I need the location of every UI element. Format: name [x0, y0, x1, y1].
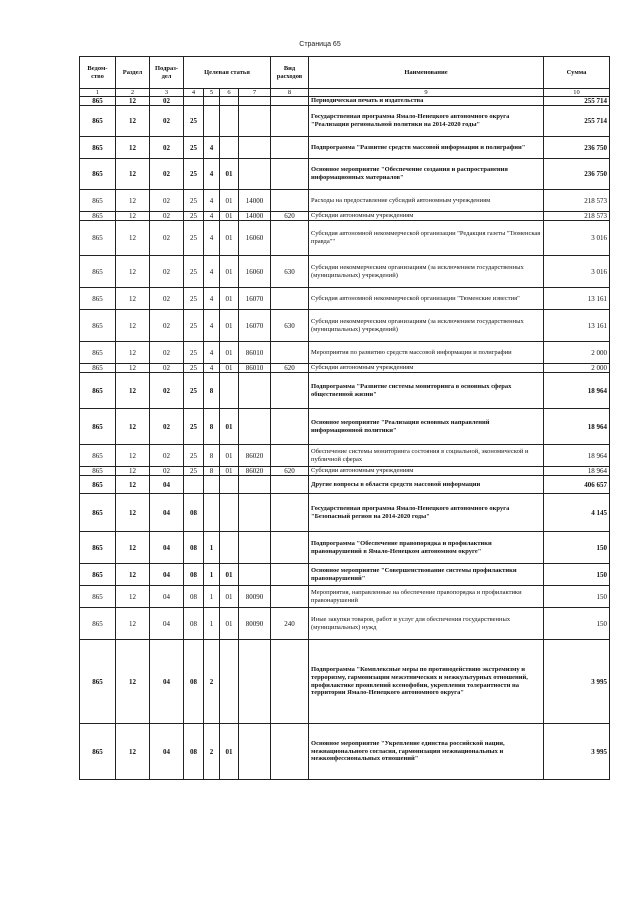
cell-target-event: [220, 97, 239, 106]
cell-podrazdel: 04: [150, 724, 184, 780]
cell-target-program: 25: [184, 137, 204, 159]
cell-podrazdel: 02: [150, 159, 184, 190]
cell-razdel: 12: [116, 373, 150, 409]
cell-summa: 18 964: [544, 467, 610, 476]
cell-target-program: 25: [184, 190, 204, 212]
cell-vedomstvo: 865: [80, 212, 116, 221]
column-number: 9: [309, 89, 544, 97]
cell-razdel: 12: [116, 212, 150, 221]
cell-target-subprogram: 8: [204, 445, 220, 467]
cell-vedomstvo: 865: [80, 467, 116, 476]
cell-vid-raskhodov: [271, 221, 309, 256]
cell-naimenovanie: Расходы на предоставление субсидий автономным учреждениям: [309, 190, 544, 212]
cell-razdel: 12: [116, 310, 150, 342]
cell-razdel: 12: [116, 445, 150, 467]
cell-target-direction: 16070: [239, 310, 271, 342]
cell-target-program: [184, 476, 204, 494]
cell-target-direction: 16070: [239, 288, 271, 310]
cell-target-direction: [239, 564, 271, 586]
cell-razdel: 12: [116, 608, 150, 640]
cell-target-subprogram: 4: [204, 310, 220, 342]
cell-target-direction: [239, 137, 271, 159]
cell-vedomstvo: 865: [80, 256, 116, 288]
cell-target-event: 01: [220, 467, 239, 476]
cell-target-direction: 80090: [239, 608, 271, 640]
cell-podrazdel: 04: [150, 532, 184, 564]
cell-vedomstvo: 865: [80, 640, 116, 724]
cell-razdel: 12: [116, 564, 150, 586]
cell-target-program: 25: [184, 467, 204, 476]
cell-naimenovanie: Обеспечение системы мониторинга состояния в социальной, экономической и публичной сферах: [309, 445, 544, 467]
table-row: [80, 640, 610, 724]
cell-target-program: [184, 97, 204, 106]
cell-summa: 2 000: [544, 364, 610, 373]
column-number: 7: [239, 89, 271, 97]
cell-target-event: 01: [220, 445, 239, 467]
column-number: 2: [116, 89, 150, 97]
cell-razdel: 12: [116, 190, 150, 212]
cell-summa: 3 016: [544, 256, 610, 288]
cell-vedomstvo: 865: [80, 373, 116, 409]
cell-naimenovanie: Основное мероприятие "Совершенствование системы профилактики правонарушений": [309, 564, 544, 586]
cell-naimenovanie: Мероприятия по развитию средств массовой информации и полиграфии: [309, 342, 544, 364]
cell-naimenovanie: Субсидии некоммерческим организациям (за исключением государственных (муниципальных) учреждений): [309, 310, 544, 342]
cell-target-direction: [239, 476, 271, 494]
cell-vid-raskhodov: [271, 373, 309, 409]
table-row: [80, 373, 610, 409]
column-number: 10: [544, 89, 610, 97]
cell-razdel: 12: [116, 364, 150, 373]
cell-summa: 3 016: [544, 221, 610, 256]
cell-vid-raskhodov: [271, 409, 309, 445]
cell-summa: 150: [544, 532, 610, 564]
cell-summa: 236 750: [544, 159, 610, 190]
cell-target-subprogram: 4: [204, 190, 220, 212]
cell-podrazdel: 04: [150, 586, 184, 608]
cell-target-subprogram: 4: [204, 137, 220, 159]
cell-vid-raskhodov: 240: [271, 608, 309, 640]
cell-summa: 18 964: [544, 373, 610, 409]
cell-podrazdel: 02: [150, 364, 184, 373]
cell-target-direction: 86010: [239, 342, 271, 364]
cell-naimenovanie: Субсидия автономной некоммерческой организации "Редакция газеты "Тюменская правда"": [309, 221, 544, 256]
cell-podrazdel: 04: [150, 608, 184, 640]
cell-target-direction: 16060: [239, 256, 271, 288]
cell-vedomstvo: 865: [80, 724, 116, 780]
cell-naimenovanie: Мероприятия, направленные на обеспечение правопорядка и профилактики правонарушений: [309, 586, 544, 608]
cell-target-program: 08: [184, 586, 204, 608]
cell-vedomstvo: 865: [80, 159, 116, 190]
cell-naimenovanie: Субсидии некоммерческим организациям (за исключением государственных (муниципальных) учреждений): [309, 256, 544, 288]
cell-vid-raskhodov: [271, 137, 309, 159]
cell-target-event: 01: [220, 586, 239, 608]
cell-vid-raskhodov: 620: [271, 212, 309, 221]
cell-naimenovanie: Подпрограмма "Обеспечение правопорядка и профилактики правонарушений в Ямало-Ненецком автономном округе": [309, 532, 544, 564]
cell-naimenovanie: Государственная программа Ямало-Ненецкого автономного округа "Реализация региональной политики на 2014-2020 годы": [309, 106, 544, 137]
cell-summa: 18 964: [544, 409, 610, 445]
cell-razdel: 12: [116, 494, 150, 532]
cell-podrazdel: 02: [150, 288, 184, 310]
cell-summa: 150: [544, 586, 610, 608]
header-celevaya-statya: Целевая статья: [184, 57, 271, 89]
cell-target-event: 01: [220, 288, 239, 310]
table-row: [80, 342, 610, 364]
cell-target-event: 01: [220, 159, 239, 190]
cell-podrazdel: 02: [150, 106, 184, 137]
cell-target-event: [220, 494, 239, 532]
cell-podrazdel: 02: [150, 97, 184, 106]
cell-naimenovanie: Подпрограмма "Развитие системы мониторинга в основных сферах общественной жизни": [309, 373, 544, 409]
cell-target-event: 01: [220, 310, 239, 342]
cell-vedomstvo: 865: [80, 106, 116, 137]
cell-naimenovanie: Субсидия автономной некоммерческой организации "Тюменские известия": [309, 288, 544, 310]
header-razdel: Раздел: [116, 57, 150, 89]
cell-target-event: 01: [220, 212, 239, 221]
table-row: [80, 467, 610, 476]
column-number: 6: [220, 89, 239, 97]
cell-target-program: 08: [184, 608, 204, 640]
cell-target-subprogram: 1: [204, 564, 220, 586]
column-number: 1: [80, 89, 116, 97]
cell-razdel: 12: [116, 467, 150, 476]
cell-vedomstvo: 865: [80, 342, 116, 364]
cell-target-event: [220, 532, 239, 564]
cell-target-direction: [239, 97, 271, 106]
cell-target-subprogram: 4: [204, 364, 220, 373]
cell-vedomstvo: 865: [80, 494, 116, 532]
cell-razdel: 12: [116, 724, 150, 780]
cell-target-direction: 86020: [239, 467, 271, 476]
table-row: [80, 97, 610, 106]
cell-target-program: 25: [184, 364, 204, 373]
cell-vid-raskhodov: [271, 106, 309, 137]
cell-vedomstvo: 865: [80, 137, 116, 159]
table-row: [80, 586, 610, 608]
cell-naimenovanie: Основное мероприятие "Обеспечение создания и распространения информационных материалов": [309, 159, 544, 190]
cell-target-event: [220, 476, 239, 494]
cell-target-program: 25: [184, 409, 204, 445]
cell-vedomstvo: 865: [80, 364, 116, 373]
cell-razdel: 12: [116, 476, 150, 494]
cell-target-direction: 14000: [239, 190, 271, 212]
cell-vid-raskhodov: [271, 97, 309, 106]
cell-vedomstvo: 865: [80, 97, 116, 106]
table-row: [80, 532, 610, 564]
table-row: [80, 724, 610, 780]
table-body: [80, 97, 610, 780]
cell-vid-raskhodov: [271, 586, 309, 608]
table-row: [80, 159, 610, 190]
cell-target-subprogram: 4: [204, 288, 220, 310]
cell-target-subprogram: 8: [204, 373, 220, 409]
header-summa: Сумма: [544, 57, 610, 89]
cell-razdel: 12: [116, 97, 150, 106]
cell-vedomstvo: 865: [80, 310, 116, 342]
cell-summa: 4 145: [544, 494, 610, 532]
cell-target-program: 25: [184, 373, 204, 409]
table-row: [80, 494, 610, 532]
cell-podrazdel: 02: [150, 137, 184, 159]
cell-summa: 406 657: [544, 476, 610, 494]
table-row: [80, 310, 610, 342]
cell-vid-raskhodov: 630: [271, 256, 309, 288]
cell-podrazdel: 02: [150, 409, 184, 445]
cell-summa: 18 964: [544, 445, 610, 467]
cell-target-direction: [239, 724, 271, 780]
table-row: [80, 256, 610, 288]
cell-vid-raskhodov: [271, 640, 309, 724]
cell-target-subprogram: 8: [204, 467, 220, 476]
cell-target-subprogram: 2: [204, 724, 220, 780]
cell-summa: 13 161: [544, 310, 610, 342]
cell-naimenovanie: Государственная программа Ямало-Ненецкого автономного округа "Безопасный регион на 2014-2020 годы": [309, 494, 544, 532]
header-vedomstvo: Ведом-ство: [80, 57, 116, 89]
cell-target-program: 25: [184, 159, 204, 190]
cell-target-event: 01: [220, 409, 239, 445]
table-row: [80, 106, 610, 137]
cell-razdel: 12: [116, 586, 150, 608]
cell-target-subprogram: 4: [204, 256, 220, 288]
cell-target-program: 08: [184, 494, 204, 532]
column-number: 3: [150, 89, 184, 97]
cell-naimenovanie: Другие вопросы в области средств массовой информации: [309, 476, 544, 494]
cell-target-direction: 80090: [239, 586, 271, 608]
cell-target-event: [220, 106, 239, 137]
table-row: [80, 212, 610, 221]
table-row: [80, 190, 610, 212]
cell-target-event: [220, 137, 239, 159]
cell-podrazdel: 02: [150, 373, 184, 409]
cell-vid-raskhodov: [271, 342, 309, 364]
cell-vid-raskhodov: [271, 476, 309, 494]
cell-summa: 150: [544, 564, 610, 586]
cell-target-direction: 86020: [239, 445, 271, 467]
cell-summa: 255 714: [544, 97, 610, 106]
cell-target-event: 01: [220, 364, 239, 373]
cell-vid-raskhodov: [271, 494, 309, 532]
cell-target-program: 08: [184, 724, 204, 780]
cell-vedomstvo: 865: [80, 608, 116, 640]
cell-vid-raskhodov: [271, 445, 309, 467]
cell-naimenovanie: Подпрограмма "Развитие средств массовой информации и полиграфии": [309, 137, 544, 159]
cell-target-subprogram: 4: [204, 212, 220, 221]
cell-target-program: 25: [184, 288, 204, 310]
cell-razdel: 12: [116, 342, 150, 364]
cell-target-subprogram: [204, 97, 220, 106]
cell-target-program: 25: [184, 445, 204, 467]
table-row: [80, 445, 610, 467]
cell-target-event: [220, 373, 239, 409]
cell-podrazdel: 02: [150, 467, 184, 476]
cell-summa: 218 573: [544, 212, 610, 221]
column-number: 4: [184, 89, 204, 97]
cell-naimenovanie: Основное мероприятие "Реализация основных направлений информационной политики": [309, 409, 544, 445]
cell-razdel: 12: [116, 256, 150, 288]
cell-target-subprogram: 4: [204, 342, 220, 364]
cell-summa: 150: [544, 608, 610, 640]
column-number: 5: [204, 89, 220, 97]
cell-summa: 13 161: [544, 288, 610, 310]
cell-razdel: 12: [116, 640, 150, 724]
cell-target-direction: [239, 532, 271, 564]
cell-target-direction: [239, 640, 271, 724]
cell-razdel: 12: [116, 221, 150, 256]
cell-razdel: 12: [116, 409, 150, 445]
cell-target-program: 08: [184, 532, 204, 564]
cell-podrazdel: 02: [150, 190, 184, 212]
cell-podrazdel: 02: [150, 256, 184, 288]
cell-naimenovanie: Субсидии автономным учреждениям: [309, 212, 544, 221]
cell-vedomstvo: 865: [80, 288, 116, 310]
cell-vedomstvo: 865: [80, 445, 116, 467]
table-row: [80, 137, 610, 159]
cell-razdel: 12: [116, 159, 150, 190]
cell-vedomstvo: 865: [80, 532, 116, 564]
cell-target-subprogram: 1: [204, 608, 220, 640]
header-podrazdel: Подраз-дел: [150, 57, 184, 89]
table-row: [80, 409, 610, 445]
cell-vid-raskhodov: [271, 724, 309, 780]
cell-vedomstvo: 865: [80, 586, 116, 608]
cell-vedomstvo: 865: [80, 190, 116, 212]
cell-summa: 3 995: [544, 640, 610, 724]
cell-target-subprogram: 4: [204, 221, 220, 256]
table-row: [80, 564, 610, 586]
cell-target-program: 08: [184, 640, 204, 724]
cell-vid-raskhodov: [271, 564, 309, 586]
cell-target-program: 25: [184, 221, 204, 256]
cell-vid-raskhodov: 620: [271, 467, 309, 476]
cell-target-subprogram: 8: [204, 409, 220, 445]
budget-table: [79, 56, 610, 780]
cell-podrazdel: 02: [150, 221, 184, 256]
cell-target-program: 25: [184, 256, 204, 288]
cell-target-event: 01: [220, 190, 239, 212]
cell-vedomstvo: 865: [80, 476, 116, 494]
cell-target-subprogram: [204, 494, 220, 532]
table-row: [80, 364, 610, 373]
cell-target-direction: [239, 373, 271, 409]
cell-target-program: 08: [184, 564, 204, 586]
cell-target-direction: [239, 106, 271, 137]
cell-vedomstvo: 865: [80, 564, 116, 586]
cell-vid-raskhodov: [271, 190, 309, 212]
cell-target-direction: [239, 159, 271, 190]
cell-vedomstvo: 865: [80, 221, 116, 256]
cell-razdel: 12: [116, 288, 150, 310]
cell-podrazdel: 04: [150, 476, 184, 494]
cell-podrazdel: 04: [150, 640, 184, 724]
cell-target-subprogram: [204, 106, 220, 137]
cell-target-direction: 86010: [239, 364, 271, 373]
cell-target-subprogram: 1: [204, 532, 220, 564]
table-row: [80, 476, 610, 494]
cell-naimenovanie: Подпрограмма "Комплексные меры по противодействию экстремизму и терроризму, гармонизации межэтнических и межкультурных отношений, профилактике проявлений ксенофобии, укрепления толерантности на территории Ямало-Ненецкого автономного округа": [309, 640, 544, 724]
cell-razdel: 12: [116, 106, 150, 137]
cell-vedomstvo: 865: [80, 409, 116, 445]
cell-vid-raskhodov: [271, 288, 309, 310]
header-row: [80, 57, 610, 89]
cell-target-direction: [239, 494, 271, 532]
cell-target-event: 01: [220, 608, 239, 640]
cell-naimenovanie: Иные закупки товаров, работ и услуг для обеспечения государственных (муниципальных) нужд: [309, 608, 544, 640]
cell-target-program: 25: [184, 310, 204, 342]
column-number: 8: [271, 89, 309, 97]
cell-summa: 255 714: [544, 106, 610, 137]
cell-summa: 2 000: [544, 342, 610, 364]
cell-naimenovanie: Основное мероприятие "Укрепление единства российской нации, межнационального согласия, гармонизация межнациональных и межконфессиональных отношений": [309, 724, 544, 780]
table-row: [80, 608, 610, 640]
cell-target-subprogram: 4: [204, 159, 220, 190]
cell-naimenovanie: Субсидии автономным учреждениям: [309, 467, 544, 476]
cell-vid-raskhodov: [271, 532, 309, 564]
cell-summa: 218 573: [544, 190, 610, 212]
cell-summa: 3 995: [544, 724, 610, 780]
cell-target-program: 25: [184, 212, 204, 221]
table-row: [80, 288, 610, 310]
cell-podrazdel: 02: [150, 212, 184, 221]
cell-target-program: 25: [184, 342, 204, 364]
cell-target-direction: 14000: [239, 212, 271, 221]
cell-podrazdel: 04: [150, 494, 184, 532]
cell-target-program: 25: [184, 106, 204, 137]
cell-summa: 236 750: [544, 137, 610, 159]
cell-target-event: [220, 640, 239, 724]
cell-vid-raskhodov: [271, 159, 309, 190]
cell-podrazdel: 02: [150, 310, 184, 342]
cell-target-subprogram: [204, 476, 220, 494]
table-row: [80, 221, 610, 256]
header-vid-raskhodov: Вид расходов: [271, 57, 309, 89]
cell-podrazdel: 02: [150, 445, 184, 467]
cell-vid-raskhodov: 630: [271, 310, 309, 342]
cell-target-event: 01: [220, 342, 239, 364]
cell-target-event: 01: [220, 564, 239, 586]
cell-target-direction: [239, 409, 271, 445]
page-title: Страница 65: [299, 41, 341, 48]
cell-podrazdel: 02: [150, 342, 184, 364]
cell-vid-raskhodov: 620: [271, 364, 309, 373]
cell-razdel: 12: [116, 137, 150, 159]
cell-target-subprogram: 1: [204, 586, 220, 608]
cell-naimenovanie: Субсидии автономным учреждениям: [309, 364, 544, 373]
cell-naimenovanie: Периодическая печать и издательства: [309, 97, 544, 106]
cell-target-direction: 16060: [239, 221, 271, 256]
cell-podrazdel: 04: [150, 564, 184, 586]
cell-target-event: 01: [220, 724, 239, 780]
cell-razdel: 12: [116, 532, 150, 564]
column-number-row: [80, 89, 610, 97]
cell-target-event: 01: [220, 221, 239, 256]
header-naimenovanie: Наименование: [309, 57, 544, 89]
cell-target-subprogram: 2: [204, 640, 220, 724]
cell-target-event: 01: [220, 256, 239, 288]
